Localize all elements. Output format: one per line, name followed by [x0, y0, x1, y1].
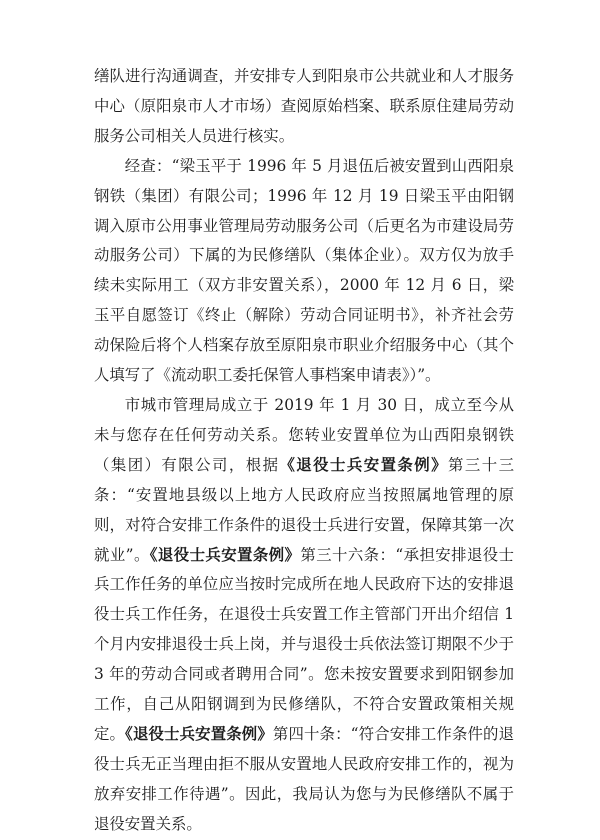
regulation-title: 《退役士兵安置条例》	[125, 724, 273, 743]
paragraph-text: 第四十条：“符合安排工作条件的退役士兵无正当理由拒不服从安置地人民政府安排工作的，视为放弃安排工作待遇”。因此，我局认为您与为民修缮队不属于退役安置关系。	[94, 724, 514, 833]
document-body	[94, 62, 514, 840]
paragraph-p2	[94, 152, 514, 391]
paragraph-text: 缮队进行沟通调查，并安排专人到阳泉市公共就业和人才服务中心（原阳泉市人才市场）查阅原始档案、联系原住建局劳动服务公司相关人员进行核实。	[94, 67, 514, 145]
paragraph-text: 经查：“梁玉平于 1996 年 5 月退伍后被安置到山西阳泉钢铁（集团）有限公司；1996 年 12 月 19 日梁玉平由阳钢调入原市公用事业管理局劳动服务公司（后更名为市建设局劳动服务公司）下属的为民修缮队（集体企业）。双方仅为放手续未实际用工（双方非安置关系），2000 年 12 月 6 日，梁玉平自愿签订《终止（解除）劳动合同证明书》，补齐社会劳动保险后将个人档案存放至原阳泉市职业介绍服务中心（其个人填写了《流动职工委托保管人事档案申请表》）”。	[94, 156, 514, 385]
regulation-title: 《退役士兵安置条例》	[149, 545, 301, 564]
paragraph-text: 第三十六条：“承担安排退役士兵工作任务的单位应当按时完成所在地人民政府下达的安排退役士兵工作任务，在退役士兵安置工作主管部门开出介绍信 1 个月内安排退役士兵上岗，并与退役士兵依法签订期限不少于 3 年的劳动合同或者聘用合同”。您未按安置要求到阳钢参加工作，自己从阳钢调到为民修缮队，不符合安置政策相关规定。	[94, 545, 514, 743]
paragraph-p3	[94, 391, 514, 840]
regulation-title: 《退役士兵安置条例》	[279, 455, 449, 474]
paragraph-p1	[94, 62, 514, 152]
paragraph-text: 第三十三条：“安置地县级以上地方人民政府应当按照属地管理的原则，对符合安排工作条件的退役士兵进行安置，保障其第一次就业”。	[94, 455, 514, 564]
paragraph-text: 市城市管理局成立于 2019 年 1 月 30 日，成立至今从未与您存在任何劳动关系。您转业安置单位为山西阳泉钢铁（集团）有限公司，根据	[94, 395, 514, 474]
